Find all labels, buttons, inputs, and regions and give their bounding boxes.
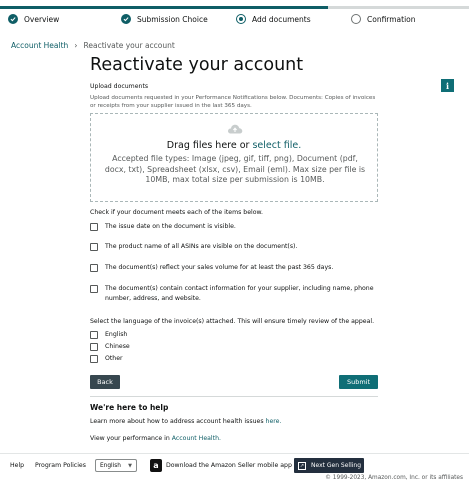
progress-bar-fill xyxy=(0,6,328,9)
help-learn-text: Learn more about how to address account health issues xyxy=(90,418,266,425)
language-heading: Select the language of the invoice(s) attached. This will ensure timely review of the appeal. xyxy=(90,318,375,325)
checkbox[interactable] xyxy=(90,264,98,272)
chevron-right-icon: › xyxy=(74,41,78,50)
step-label: Add documents xyxy=(252,14,311,24)
accepted-file-types: Accepted file types: Image (jpeg, gif, tiff, png), Document (pdf, docx, txt), Spreadsheet (xlsx, csv), Email (eml). Max size per file is 10MB, max total size per submission is 10MB. xyxy=(104,154,366,184)
breadcrumb xyxy=(11,41,175,50)
language-option-label: Other xyxy=(105,355,123,362)
checkbox[interactable] xyxy=(90,343,98,351)
upload-description: Upload documents requested in your Performance Notifications below. Documents: Copies of invoices or receipts from your supplier issued in the last 365 days. xyxy=(90,95,376,109)
info-icon[interactable]: i xyxy=(441,79,454,92)
amazon-app-icon[interactable]: a xyxy=(150,459,162,472)
language-option-label: Chinese xyxy=(105,343,130,350)
checklist-item-label: The document(s) reflect your sales volume for at least the past 365 days. xyxy=(105,264,334,271)
language-option-other[interactable] xyxy=(90,354,123,364)
footer-help-link[interactable]: Help xyxy=(10,462,25,469)
step-add-documents xyxy=(236,12,311,26)
progress-bar xyxy=(0,6,469,9)
language-option-chinese[interactable] xyxy=(90,342,130,352)
download-app-link[interactable]: Download the Amazon Seller mobile app xyxy=(166,462,292,469)
checkbox[interactable] xyxy=(90,331,98,339)
checklist-item-label: The product name of all ASINs are visible on the document(s). xyxy=(105,243,298,250)
checkbox[interactable] xyxy=(90,285,98,293)
next-gen-selling-label: Next Gen Selling xyxy=(311,462,362,469)
checkbox[interactable] xyxy=(90,243,98,251)
checklist-item-label: The document(s) contain contact information for your supplier, including name, phone number, address, and website. xyxy=(105,285,374,302)
external-link-icon: ↗ xyxy=(299,462,305,469)
current-step-icon xyxy=(236,14,246,24)
account-health-link[interactable]: Account Health. xyxy=(171,435,221,442)
checklist-heading: Check if your document meets each of the items below. xyxy=(90,209,263,216)
language-select-value: English xyxy=(100,462,121,469)
checklist-item-label: The issue date on the document is visible. xyxy=(105,223,236,230)
drag-files-label: Drag files here or xyxy=(166,140,253,151)
checkbox[interactable] xyxy=(90,223,98,231)
footer-divider xyxy=(0,453,469,454)
help-view-performance xyxy=(90,435,221,442)
next-gen-selling-button[interactable] xyxy=(294,458,364,473)
language-option-english[interactable] xyxy=(90,330,127,340)
step-label: Overview xyxy=(24,14,60,24)
select-file-link[interactable]: select file. xyxy=(252,140,302,151)
checklist-item-issue-date[interactable] xyxy=(90,222,236,232)
checkmark-icon xyxy=(8,14,18,24)
step-confirmation xyxy=(351,12,416,26)
upload-documents-label: Upload documents xyxy=(90,83,149,90)
help-here-link[interactable]: here. xyxy=(265,418,282,425)
breadcrumb-account-health[interactable]: Account Health xyxy=(11,41,69,50)
breadcrumb-current: Reactivate your account xyxy=(83,41,175,50)
copyright-text: © 1999-2023, Amazon.com, Inc. or its affiliates xyxy=(325,475,463,481)
help-title: We're here to help xyxy=(90,403,169,412)
checkmark-icon xyxy=(121,14,131,24)
submit-button[interactable]: Submit xyxy=(339,375,378,389)
step-overview xyxy=(8,12,59,26)
cloud-upload-icon xyxy=(227,123,243,135)
checklist-item-sales-volume[interactable] xyxy=(90,263,333,273)
language-select[interactable] xyxy=(95,459,137,472)
step-label: Submission Choice xyxy=(137,14,208,24)
step-label: Confirmation xyxy=(367,14,416,24)
chevron-down-icon: ▼ xyxy=(128,463,132,469)
file-dropzone[interactable] xyxy=(90,113,378,202)
help-view-text: View your performance in xyxy=(90,435,172,442)
pending-step-icon xyxy=(351,14,361,24)
back-button[interactable]: Back xyxy=(90,375,120,389)
language-option-label: English xyxy=(105,331,128,338)
footer-program-policies-link[interactable]: Program Policies xyxy=(35,462,86,469)
step-submission-choice xyxy=(121,12,208,26)
page-title: Reactivate your account xyxy=(90,55,304,75)
help-learn-more xyxy=(90,418,281,425)
checklist-item-contact-info[interactable] xyxy=(90,284,378,304)
drag-files-text xyxy=(91,140,377,151)
section-divider xyxy=(90,396,378,397)
checkbox[interactable] xyxy=(90,355,98,363)
checklist-item-product-name[interactable] xyxy=(90,242,297,252)
